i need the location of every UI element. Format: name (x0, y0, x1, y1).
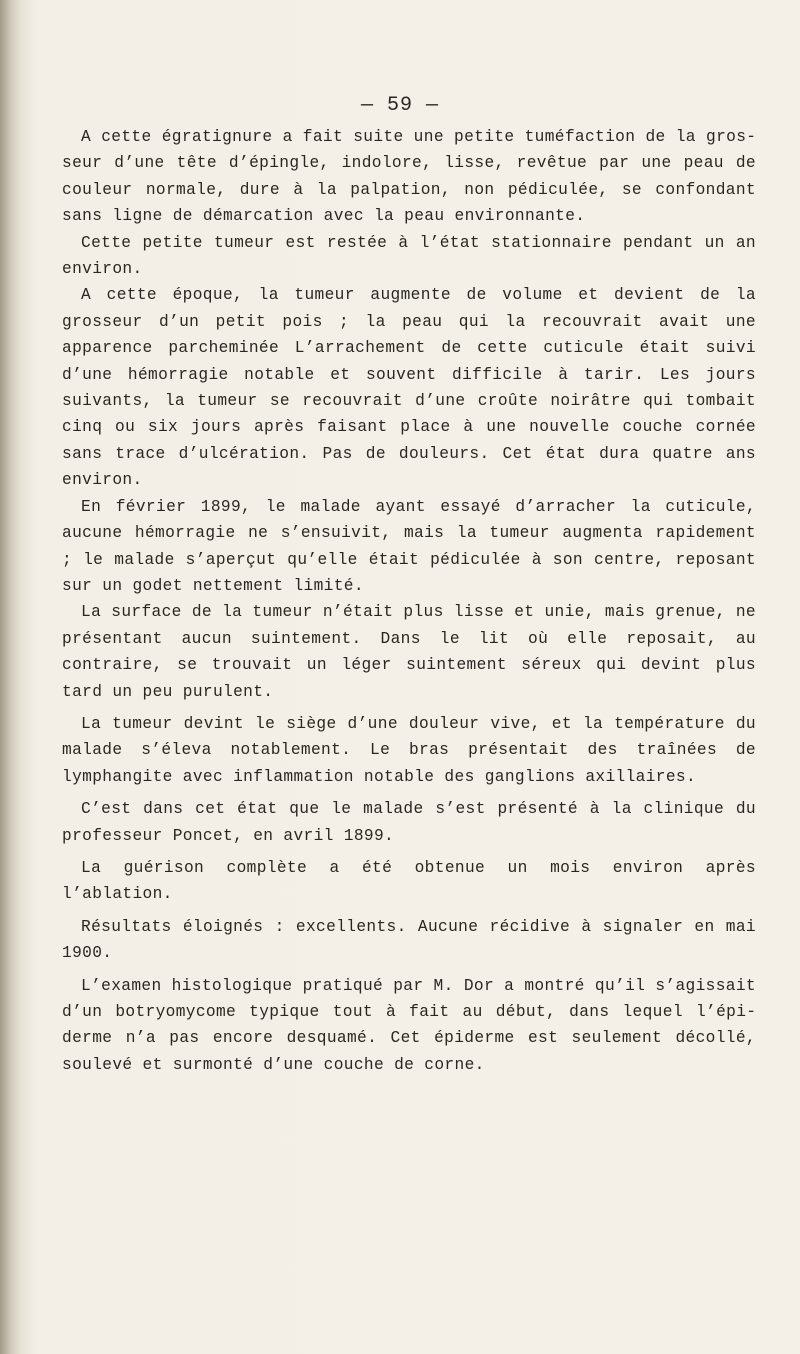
body-text (62, 124, 756, 1078)
paragraph-7: C’est dans cet état que le malade s’est présenté à la clinique du professeur Poncet, en avril 1899. (62, 800, 756, 845)
paragraph-3: A cette époque, la tumeur augmente de volume et devient de la grosseur d’un petit pois ; la peau qui la recouvrait avait une apparence parcheminée L’arrachement de cette cuticule était suivi d’une hémorragie notable et souvent difficile à tarir. Les jours suivants, la tumeur se recouvrait d’une croûte noirâtre qui tombait cinq ou six jours après faisant place à une nouvelle couche cornée sans trace d’ulcération. Pas de douleurs. Cet état dura quatre ans environ. (62, 286, 756, 490)
paragraph-9: Résultats éloignés : excellents. Aucune récidive à signaler en mai 1900. (62, 917, 756, 963)
paragraph-6: La tumeur devint le siège d’une douleur vive, et la température du malade s’éleva notablement. Le bras présentait des traînées de lymphangite avec inflammation notable des ganglions axillaires. (62, 714, 756, 786)
paragraph-10: L’examen histologique pratiqué par M. Dor a montré qu’il s’agissait d’un botryomycome typique tout à fait au début, dans lequel l’épiderme n’a pas encore desquamé. Cet épiderme est seulement décollé, soulevé et surmonté d’une couche de corne. (62, 976, 756, 1074)
paragraph-1: A cette égratignure a fait suite une petite tuméfaction de la grosseur d’une tête d’épingle, indolore, lisse, revêtue par une peau de couleur normale, dure à la palpation, non pédiculée, se confondant sans ligne de démarcation avec la peau environnante. (62, 128, 756, 226)
paragraph-2: Cette petite tumeur est restée à l’état stationnaire pendant un an environ. (62, 233, 756, 279)
paragraph-4: En février 1899, le malade ayant essayé d’arracher la cuticule, aucune hémorragie ne s’ensuivit, mais la tumeur augmenta rapidement ; le malade s’aperçut qu’elle était pédiculée à son centre, reposant sur un godet nettement limité. (62, 497, 756, 595)
paragraph-8: La guérison complète a été obtenue un mois environ après l’ablation. (62, 858, 756, 904)
paragraph-5: La surface de la tumeur n’était plus lisse et unie, mais grenue, ne présentant aucun suintement. Dans le lit où elle reposait, au contraire, se trouvait un léger suintement séreux qui devint plus tard un peu purulent. (62, 603, 756, 701)
binding-shadow (0, 0, 34, 1354)
page-number: — 59 — (360, 94, 439, 117)
